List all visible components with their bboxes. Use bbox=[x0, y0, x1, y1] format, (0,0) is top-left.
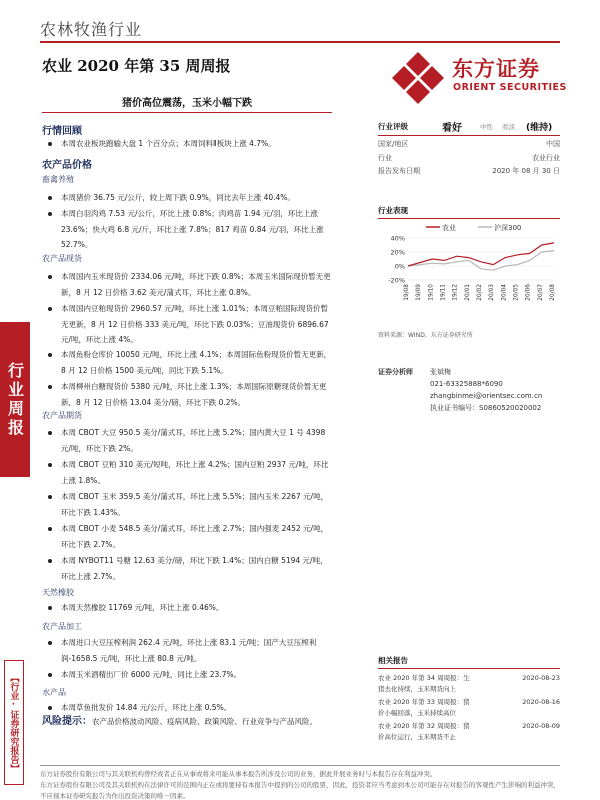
list-item: 本周 CBOT 小麦 548.5 美分/蒲式耳，环比上涨 2.7%；国内强麦 2452 元/吨，环比下跌 2.7%。 bbox=[40, 521, 332, 552]
info-value: 2020 年 08 月 30 日 bbox=[492, 167, 560, 175]
bullet-icon bbox=[48, 673, 52, 677]
related-date: 2020-08-09 bbox=[522, 722, 560, 730]
market-review-item: 本周农业板块跑输大盘 1 个百分点；本周饲料Ⅱ板块上涨 4.7%。 bbox=[40, 136, 332, 152]
bullet-icon bbox=[48, 353, 52, 357]
report-subtitle: 猪价高位震荡，玉米小幅下跌 bbox=[122, 98, 252, 109]
list-item: 本周玉米酒精出厂价 6000 元/吨，同比上涨 23.7%。 bbox=[40, 667, 332, 683]
related-heading: 相关报告 bbox=[378, 655, 560, 669]
performance-heading: 行业表现 bbox=[378, 205, 560, 219]
chart-source: 资料来源：WIND、东方证券研究所 bbox=[378, 332, 473, 339]
y-tick-label: 40% bbox=[390, 234, 405, 243]
x-tick-label: 19/09 bbox=[416, 284, 423, 301]
y-tick-label: 0% bbox=[394, 262, 405, 271]
info-value: 农业行业 bbox=[532, 153, 560, 162]
logo-name-en: ORIENT SECURITIES bbox=[453, 82, 567, 93]
legend-label: 农业 bbox=[442, 224, 456, 232]
related-reports bbox=[378, 655, 560, 743]
performance-chart bbox=[378, 220, 560, 315]
prices-heading: 农产品价格 bbox=[42, 160, 92, 171]
list-item: 本周柳州白糖现货价 5380 元/吨，环比上涨 1.3%；本周国际原糖现货价暂无更新，8 月 12 日价格 13.04 美分/磅，环比下跌 0.2%。 bbox=[40, 379, 332, 410]
related-title[interactable]: 农业 2020 年第 34 周周报：生 bbox=[378, 674, 470, 682]
bullet-icon bbox=[48, 559, 52, 563]
list-item: 本周进口大豆压榨利润 262.4 元/吨，环比上涨 83.1 元/吨；国产大豆压榨利润-1658.5 元/吨，环比上涨 80.8 元/吨。 bbox=[40, 635, 332, 666]
bullet-icon bbox=[48, 495, 52, 499]
related-title[interactable]: 农业 2020 年第 32 周周报：猪 bbox=[378, 722, 470, 730]
x-tick-label: 20/04 bbox=[501, 284, 508, 301]
futures-heading: 农产品期货 bbox=[42, 411, 82, 420]
market-review-heading: 行情回顾 bbox=[42, 126, 82, 137]
rating-panel bbox=[378, 118, 560, 179]
info-row bbox=[378, 152, 560, 166]
analyst-license: 执业证书编号：S0860520020002 bbox=[430, 404, 542, 412]
x-tick-label: 20/02 bbox=[477, 284, 483, 301]
related-item[interactable] bbox=[378, 673, 560, 695]
bullet-icon bbox=[48, 275, 52, 279]
related-title-cont[interactable]: 价小幅回落，玉米持续高位 bbox=[378, 709, 456, 717]
x-tick-label: 20/06 bbox=[525, 284, 532, 301]
processing-heading: 农产品加工 bbox=[42, 622, 82, 631]
series-line bbox=[408, 243, 554, 266]
legend-label: 沪深300 bbox=[494, 224, 522, 232]
risk-warning bbox=[42, 716, 342, 728]
list-item: 本周国内玉米现货价 2334.06 元/吨，环比下跌 0.8%；本周玉米国际现价暂无更新，8 月 12 日价格 3.62 美元/蒲式耳，环比上涨 0.8%。 bbox=[40, 269, 332, 300]
analyst-name: 张斌梅 bbox=[430, 368, 451, 376]
related-item[interactable] bbox=[378, 721, 560, 743]
bullet-icon bbox=[48, 212, 52, 216]
bullet-icon bbox=[48, 142, 52, 146]
series-line bbox=[408, 251, 554, 271]
x-tick-label: 20/05 bbox=[513, 284, 520, 301]
sidebar-tag: 行业周报 bbox=[0, 322, 30, 477]
rubber-heading: 天然橡胶 bbox=[42, 588, 74, 597]
related-title-cont[interactable]: 价高位运行，玉米期货不止 bbox=[378, 733, 456, 741]
related-date: 2020-08-16 bbox=[522, 698, 560, 706]
related-date: 2020-08-23 bbox=[522, 674, 560, 682]
sidebar-tag-secondary: 【行业·证券研究报告】 bbox=[4, 660, 24, 785]
bullet-icon bbox=[48, 196, 52, 200]
list-item: 本周猪价 36.75 元/公斤，较上周下跌 0.9%，同比去年上涨 40.4%。 bbox=[40, 190, 332, 206]
spot-heading: 农产品现货 bbox=[42, 254, 82, 263]
list-item: 本周 CBOT 玉米 359.5 美分/蒲式耳，环比上涨 5.5%；国内玉米 2267 元/吨，环比下跌 1.43%。 bbox=[40, 489, 332, 520]
related-title[interactable]: 农业 2020 年第 33 周周报：猪 bbox=[378, 698, 470, 706]
rating-option: 中性 bbox=[480, 123, 493, 131]
disclaimer-line: 东方证券股份有限公司及其关联机构在法律许可的范围内正在或将要持有本报告中提到的公司的股票，因此，投资者应当考虑到本公司可能存在对报告的客观性产生影响的利益冲突，不应视本证券研究报告为作出投资决策的唯一因素。 bbox=[40, 781, 560, 800]
disclaimer bbox=[40, 769, 560, 800]
info-value: 中国 bbox=[546, 140, 560, 148]
y-tick-label: -20% bbox=[388, 276, 405, 285]
aquatic-heading: 水产品 bbox=[42, 688, 66, 697]
analyst-phone: 021-63325888*6090 bbox=[430, 380, 503, 388]
info-key: 行业 bbox=[378, 153, 392, 162]
analyst-email[interactable]: zhangbinmei@orientsec.com.cn bbox=[430, 392, 543, 400]
x-tick-label: 19/08 bbox=[404, 284, 410, 301]
rating-option: (维持) bbox=[526, 123, 553, 133]
sector-title: 农林牧渔行业 bbox=[40, 20, 143, 39]
list-item: 本周白羽肉鸡 7.53 元/公斤，环比上涨 0.8%；肉鸡苗 1.94 元/羽，环比上涨 23.6%；快大鸡 6.8 元/斤，环比上涨 7.8%；817 鸡苗 0.84 元/羽，环比上涨 52.7%。 bbox=[40, 206, 332, 253]
info-key: 报告发布日期 bbox=[378, 167, 420, 175]
info-row bbox=[378, 165, 560, 179]
list-item: 本周 NYBOT11 号糖 12.63 美分/磅，环比下跌 1.4%；国内白糖 5194 元/吨，环比上涨 2.7%。 bbox=[40, 553, 332, 584]
risk-text: 农产品价格波动风险、疫病风险、政策风险、行业竞争与产品风险。 bbox=[92, 717, 317, 726]
rating-row bbox=[378, 118, 560, 136]
list-item: 本周鱼粉仓库价 10050 元/吨，环比上涨 4.1%；本周国际鱼粉现货价暂无更新，8 月 12 日价格 1500 美元/吨，同比下跌 5.1%。 bbox=[40, 347, 332, 378]
list-item: 本周 CBOT 大豆 950.5 美分/蒲式耳，环比上涨 5.2%；国内黄大豆 1 号 4398 元/吨，环比下跌 2%。 bbox=[40, 425, 332, 456]
top-divider bbox=[40, 41, 560, 43]
bullet-icon bbox=[48, 431, 52, 435]
bullet-icon bbox=[48, 641, 52, 645]
related-title-cont[interactable]: 猪去化持续，玉米期货向上 bbox=[378, 685, 456, 693]
logo-name-cn: 东方证券 bbox=[452, 57, 540, 81]
bullet-icon bbox=[48, 527, 52, 531]
bullet-icon bbox=[48, 385, 52, 389]
bullet-icon bbox=[48, 463, 52, 467]
x-tick-label: 19/11 bbox=[440, 284, 447, 301]
report-title: 农业 2020 年第 35 周周报 bbox=[42, 57, 231, 75]
performance-section bbox=[378, 205, 560, 219]
rating-label: 行业评级 bbox=[378, 122, 408, 131]
list-item: 本周草鱼批发价 14.84 元/公斤，环比上涨 0.5%。 bbox=[40, 700, 332, 716]
x-tick-label: 19/10 bbox=[428, 284, 435, 301]
analyst-label: 证券分析师 bbox=[378, 368, 413, 376]
related-item[interactable] bbox=[378, 697, 560, 719]
x-tick-label: 20/03 bbox=[489, 284, 496, 301]
info-row bbox=[378, 138, 560, 152]
x-tick-label: 19/12 bbox=[452, 284, 459, 301]
disclaimer-line: 东方证券股份有限公司与其关联机构曾经或者正在从事或将来可能从事本报告所涉及公司的业务，据此开展业务时与本报告存在利益冲突。 bbox=[40, 770, 437, 778]
rating-option: 看淡 bbox=[502, 123, 515, 131]
risk-label: 风险提示： bbox=[42, 716, 92, 727]
subtitle-divider bbox=[42, 112, 332, 113]
orient-logo-icon bbox=[390, 50, 446, 106]
x-tick-label: 20/08 bbox=[550, 284, 556, 301]
x-tick-label: 20/07 bbox=[537, 284, 544, 301]
bullet-icon bbox=[48, 606, 52, 610]
list-item: 本周 CBOT 豆粕 310 美元/短吨，环比上涨 4.2%；国内豆粕 2937 元/吨，环比上涨 1.8%。 bbox=[40, 457, 332, 488]
y-tick-label: 20% bbox=[390, 248, 405, 257]
analyst-panel bbox=[378, 366, 560, 414]
info-key: 国家/地区 bbox=[378, 140, 409, 148]
list-item: 本周国内豆粕现货价 2960.57 元/吨，环比上涨 1.01%；本周豆粕国际现货价暂无更新，8 月 12 日价格 333 美元/吨，环比下跌 0.03%；豆油现货价 6896.67 元/吨，环比上涨 4%。 bbox=[40, 301, 332, 348]
x-tick-label: 20/01 bbox=[464, 284, 471, 301]
footer-divider bbox=[40, 765, 560, 766]
bullet-icon bbox=[48, 307, 52, 311]
bullet-icon bbox=[48, 706, 52, 710]
list-item: 本周天然橡胶 11769 元/吨，环比上涨 0.46%。 bbox=[40, 600, 332, 616]
livestock-heading: 畜禽养殖 bbox=[42, 175, 74, 184]
rating-value: 看好 bbox=[442, 123, 462, 134]
